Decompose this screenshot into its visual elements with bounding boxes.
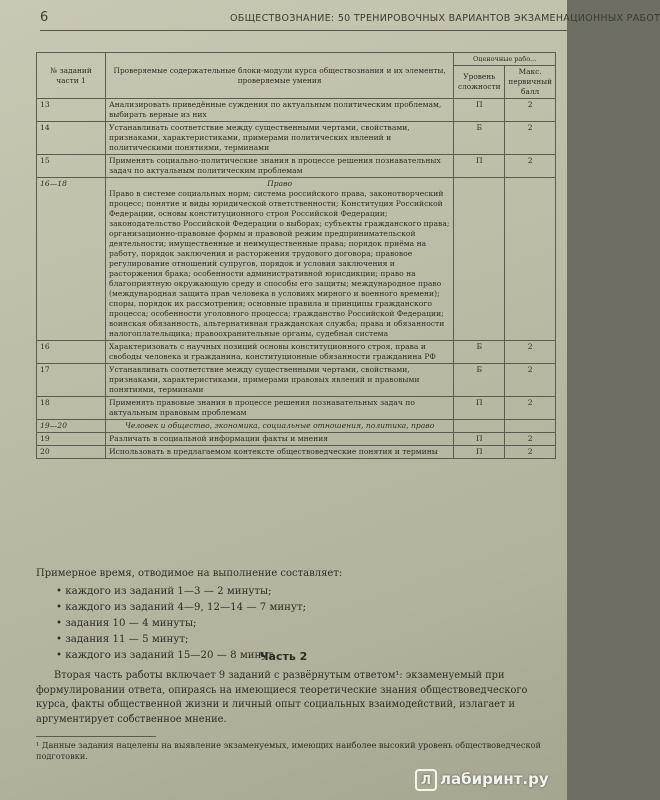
task-description: Применять социально-политические знания в процессе решения познавательных задач по актуальным политическим проблемам <box>106 155 454 178</box>
section-range: 19—20 <box>37 420 106 433</box>
task-level: П <box>454 155 505 178</box>
task-level: П <box>454 446 505 459</box>
list-item: • каждого из заданий 1—3 — 2 минуты; <box>56 586 272 597</box>
col-score-header: Макс. первичный балл <box>505 66 556 99</box>
list-item: • задания 11 — 5 минут; <box>56 634 189 645</box>
task-description: Различать в социальной информации факты и мнения <box>106 433 454 446</box>
running-title: ОБЩЕСТВОЗНАНИЕ: 50 ТРЕНИРОВОЧНЫХ ВАРИАНТОВ ЭКЗАМЕНАЦИОННЫХ РАБОТ <box>230 13 660 24</box>
task-level: Б <box>454 122 505 155</box>
task-number: 17 <box>37 364 106 397</box>
table-row <box>37 341 556 364</box>
section-title: Право <box>267 179 293 188</box>
table-header <box>37 53 556 66</box>
table-row <box>37 155 556 178</box>
task-description: Устанавливать соответствие между существенными чертами, свойствами, признаками, характеристиками, примерами правовых явлений и правовыми понятиями, терминами <box>106 364 454 397</box>
task-score: 2 <box>505 122 556 155</box>
part2-heading: Часть 2 <box>259 650 308 663</box>
task-score: 2 <box>505 341 556 364</box>
tasks-table <box>36 52 556 459</box>
task-level: П <box>454 397 505 420</box>
task-number: 20 <box>37 446 106 459</box>
table-row <box>37 99 556 122</box>
task-number: 18 <box>37 397 106 420</box>
task-number: 16 <box>37 341 106 364</box>
list-item: • каждого из заданий 15—20 — 8 минут. <box>56 650 277 661</box>
task-level: П <box>454 433 505 446</box>
col-group-header: Оценочные рабо... <box>454 53 556 66</box>
footnote: ¹ Данные задания нацелены на выявление экзаменуемых, имеющих наиболее высокий уровень обществоведческой подготовки. <box>36 740 541 761</box>
table-row <box>37 433 556 446</box>
list-item: • задания 10 — 4 минуты; <box>56 618 197 629</box>
task-description: Применять правовые знания в процессе решения познавательных задач по актуальным правовым проблемам <box>106 397 454 420</box>
list-item: • каждого из заданий 4—9, 12—14 — 7 минут; <box>56 602 307 613</box>
task-score: 2 <box>505 397 556 420</box>
task-description: Устанавливать соответствие между существенными чертами, свойствами, признаками, характеристиками, примерами политических явлений и политическими понятиями, терминами <box>106 122 454 155</box>
table-row <box>37 122 556 155</box>
table-row <box>37 364 556 397</box>
task-score: 2 <box>505 99 556 122</box>
task-level: П <box>454 99 505 122</box>
section-row-mixed <box>37 420 556 433</box>
section-row-law <box>37 178 556 341</box>
task-score: 2 <box>505 364 556 397</box>
time-intro: Примерное время, отводимое на выполнение составляет: <box>36 568 343 579</box>
task-description: Анализировать приведённые суждения по актуальным политическим проблемам, выбирать верные из них <box>106 99 454 122</box>
section-content: Право в системе социальных норм; система российского права, законотворческий процесс; понятие и виды юридической ответственности; Конституция Российской Федерации, основы конституционного строя Российской Федерации; законодательство Российской Федерации о выборах; субъекты гражданского права; организационно-правовые формы и правовой режим предпринимательской деятельности; имущественные и неимущественные права; порядок приёма на работу, порядок заключения и расторжения трудового договора; правовое регулирование отношений супругов, порядок и условия заключения и расторжения брака; особенности административной юрисдикции; право на благоприятную окружающую среду и способы его защиты; международное право (международная защита прав человека в условиях мирного и военного времени); споры, порядок их рассмотрения; основные правила и принципы гражданского процесса; особенности уголовного процесса; гражданство Российской Федерации; воинская обязанность, альтернативная гражданская служба; права и обязанности налогоплательщика; правоохранительные органы, судебная система <box>109 189 450 338</box>
labirint-watermark: Л лабиринт.ру <box>415 769 549 791</box>
section-range: 16—18 <box>37 178 106 341</box>
task-level: Б <box>454 341 505 364</box>
col-level-header: Уровень сложности <box>454 66 505 99</box>
task-level: Б <box>454 364 505 397</box>
table-row <box>37 397 556 420</box>
task-score: 2 <box>505 446 556 459</box>
task-description: Использовать в предлагаемом контексте обществоведческие понятия и термины <box>106 446 454 459</box>
section-title: Человек и общество, экономика, социальные отношения, политика, право <box>106 420 454 433</box>
labirint-logo-icon: Л <box>415 769 437 791</box>
footnote-rule <box>36 736 156 737</box>
col-task-number-header: № заданий части 1 <box>37 53 106 99</box>
task-number: 13 <box>37 99 106 122</box>
task-score: 2 <box>505 155 556 178</box>
table-row <box>37 446 556 459</box>
task-number: 15 <box>37 155 106 178</box>
part2-paragraph: Вторая часть работы включает 9 заданий с развёрнутым ответом¹: экзаменуемый при формулировании ответа, опираясь на имеющиеся теоретические знания обществоведческого курса, факты общественной жизни и личный опыт социальных взаимодействий, излагает и аргументирует собственное мнение. <box>36 670 528 725</box>
task-number: 14 <box>37 122 106 155</box>
col-content-header: Проверяемые содержательные блоки-модули курса обществознания и их элементы, проверяемые умения <box>106 53 454 99</box>
task-description: Характеризовать с научных позиций основы конституционного строя, права и свободы человека и гражданина, конституционные обязанности гражданина РФ <box>106 341 454 364</box>
running-header <box>40 8 660 31</box>
task-number: 19 <box>37 433 106 446</box>
task-score: 2 <box>505 433 556 446</box>
page-number: 6 <box>40 10 49 25</box>
